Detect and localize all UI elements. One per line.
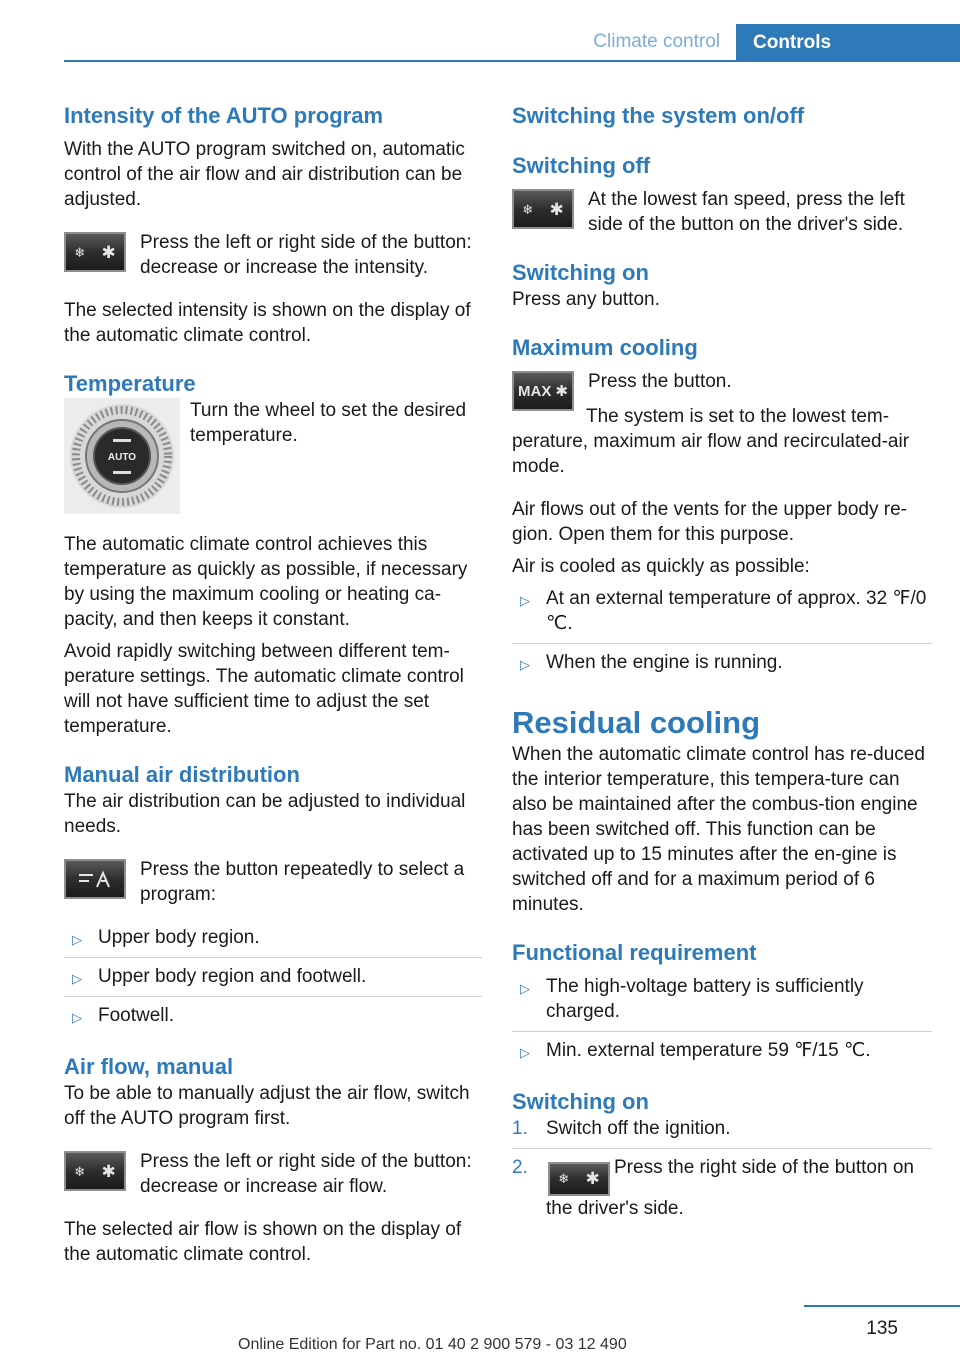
heading-intensity: Intensity of the AUTO program (64, 103, 384, 128)
fan-large-icon: ✱ (585, 1169, 600, 1188)
air-distribution-icon (75, 867, 115, 891)
temperature-knob-text: Turn the wheel to set the desired temperature. (190, 400, 467, 446)
bullet-icon: ▷ (72, 932, 82, 947)
list-item: ▷ The high-voltage battery is sufficiently charged. (520, 976, 864, 1022)
heading-functional-requirement: Functional requirement (512, 940, 757, 965)
heading-max-cooling: Maximum cooling (512, 335, 698, 360)
header-chapter-tab: Controls (736, 24, 960, 62)
heading-air-flow: Air flow, manual (64, 1054, 234, 1079)
heading-residual-cooling: Residual cooling (512, 705, 761, 740)
intensity-button-text: Press the left or right side of the button: decrease or increase the intensity. (140, 232, 472, 278)
air-flow-after: The selected air flow is shown on the display of the automatic climate control. (64, 1219, 462, 1265)
max-cooling-text: The system is set to the lowest tem-perature, maximum air flow and recirculated-air mode. (512, 406, 910, 477)
fan-button-image (64, 232, 126, 272)
left-column (64, 102, 482, 1267)
list-item: ▷ Upper body region and footwell. (64, 957, 482, 996)
fan-large-icon: ✱ (101, 242, 116, 262)
fan-large-icon: ✱ (549, 199, 564, 219)
page-header (0, 0, 960, 64)
list-item: ▷ Footwell. (64, 996, 482, 1035)
header-section-title: Climate control (593, 31, 720, 52)
switching-on-steps (512, 1116, 932, 1228)
temperature-p2: Avoid rapidly switching between different tem-perature settings. The automatic climate control will not have sufficient time to adjust the set temperature. (64, 641, 464, 737)
air-distribution-list (64, 925, 482, 1035)
bullet-icon: ▷ (520, 981, 530, 996)
fan-large-icon: ✱ (555, 382, 568, 400)
list-item: 1. Switch off the ignition. (512, 1118, 731, 1139)
air-flow-button-row (64, 1149, 482, 1199)
fan-small-icon: ❄ (74, 244, 86, 260)
list-item: ▷ Upper body region. (64, 925, 482, 957)
fan-button-image (64, 1151, 126, 1191)
fan-small-icon: ❄ (522, 201, 534, 217)
functional-requirement-list (512, 974, 932, 1070)
fan-large-icon: ✱ (101, 1161, 116, 1181)
fan-small-icon: ❄ (74, 1163, 86, 1179)
list-item: ▷ At an external temperature of approx. 32 ℉/0 ℃. (520, 588, 927, 634)
temperature-p1: The automatic climate control achieves this temperature as quickly as possible, if necessary by using the maximum cooling or heating ca-pacity, and then keeps it constant. (64, 534, 468, 630)
manual-air-intro: The air distribution can be adjusted to individual needs. (64, 791, 466, 837)
bullet-icon: ▷ (72, 1010, 82, 1025)
heading-switching-on-residual: Switching on (512, 1089, 649, 1114)
intensity-intro: With the AUTO program switched on, automatic control of the air flow and air distribution can be adjusted. (64, 139, 465, 210)
heading-switching-off: Switching off (512, 153, 651, 178)
knob-auto-label: AUTO (107, 452, 137, 463)
switching-off-row (512, 187, 932, 237)
bullet-icon: ▷ (520, 657, 530, 672)
switching-on-text: Press any button. (512, 289, 660, 310)
temperature-knob-row (64, 398, 482, 514)
max-press-text: Press the button. (588, 371, 732, 392)
max-button-image (512, 371, 574, 411)
max-cooling-list (512, 586, 932, 682)
heading-switching-system: Switching the system on/off (512, 103, 805, 128)
max-cooling-p1: Air flows out of the vents for the upper body re-gion. Open them for this purpose. (512, 499, 907, 545)
fan-small-icon: ❄ (558, 1171, 570, 1186)
list-item: ▷ When the engine is running. (512, 643, 932, 682)
temperature-knob-image (64, 398, 180, 514)
max-cooling-p2: Air is cooled as quickly as possible: (512, 556, 810, 577)
air-flow-intro: To be able to manually adjust the air flow, switch off the AUTO program first. (64, 1083, 470, 1129)
edition-note: Online Edition for Part no. 01 40 2 900 579 - 03 12 490 (238, 1336, 627, 1353)
switching-off-text: At the lowest fan speed, press the left side of the button on the driver's side. (588, 189, 905, 235)
right-column (512, 102, 932, 1228)
bullet-icon: ▷ (72, 971, 82, 986)
intensity-after: The selected intensity is shown on the display of the automatic climate control. (64, 300, 471, 346)
air-distribution-button-row (64, 857, 482, 907)
bullet-icon: ▷ (520, 1045, 530, 1060)
fan-button-image (548, 1162, 610, 1196)
air-distribution-button-text: Press the button repeatedly to select a program: (140, 859, 465, 905)
fan-button-image (512, 189, 574, 229)
max-button-label: MAX (518, 382, 552, 400)
intensity-button-row (64, 230, 482, 280)
heading-temperature: Temperature (64, 371, 196, 396)
temperature-knob-icon (67, 401, 177, 511)
list-item: 2. ❄ ✱ Press the right side of the button on the driver's side. (512, 1148, 932, 1228)
air-flow-button-text: Press the left or right side of the button: decrease or increase air flow. (140, 1151, 472, 1197)
bullet-icon: ▷ (520, 593, 530, 608)
heading-switching-on: Switching on (512, 260, 649, 285)
footer-rule (804, 1305, 960, 1307)
page-number: 135 (866, 1318, 898, 1339)
header-rule (64, 60, 960, 62)
list-item: ▷ Min. external temperature 59 ℉/15 ℃. (512, 1031, 932, 1070)
heading-manual-air: Manual air distribution (64, 762, 300, 787)
residual-cooling-text: When the automatic climate control has re-duced the interior temperature, this tempera-ture can also be maintained after the combus-tion engine has been switched off. This function can be activated up to 15 minutes after the en-gine is switched off and for a maximum period of 6 minutes. (512, 744, 925, 915)
air-distribution-button-image (64, 859, 126, 899)
